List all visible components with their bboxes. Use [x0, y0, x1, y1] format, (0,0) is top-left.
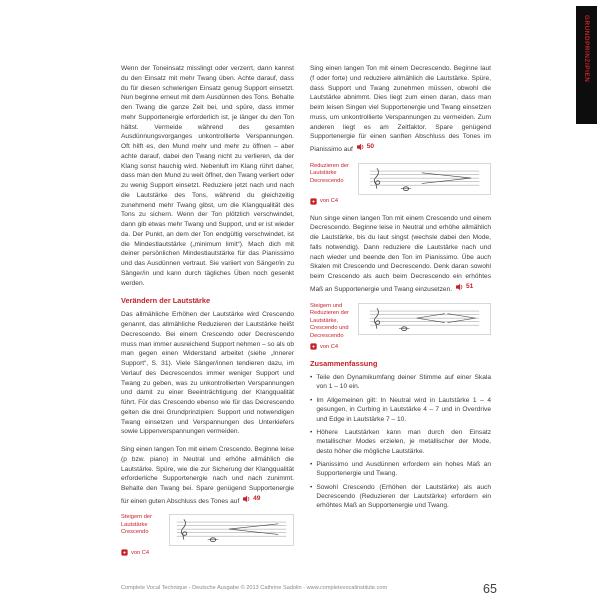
- paragraph-crescendo-exercise: [121, 445, 294, 506]
- summary-bullet: [310, 460, 491, 479]
- footer-credit: Complete Vocal Technique - Deutsche Ausgabe © 2013 Cathrine Sadolin - www.completevocalinstitute.com: [121, 585, 388, 591]
- heading-change-volume: Verändern der Lautstärke: [121, 296, 211, 306]
- audio-track-marker: [243, 494, 260, 504]
- bullet-text: Höhere Lautstärken kann man durch den Einsatz metallischer Modes erzielen, je metallischer der Mode, desto höher die mögliche Lautstärke.: [316, 428, 491, 455]
- summary-bullet: [310, 483, 491, 511]
- audio-caption: [310, 198, 491, 205]
- audio-caption: [310, 343, 491, 350]
- bullet-text: Sowohl Crescendo (Erhöhen der Lautstärke) als auch Decrescendo (Reduzieren der Lautstärke) erfordern ein erhöhtes Maß an Supportenergie und Twang.: [316, 483, 491, 510]
- audio-track-number: 49: [253, 494, 261, 502]
- cd-icon: [121, 549, 128, 556]
- audio-caption: [121, 549, 294, 556]
- cd-icon: [310, 198, 317, 205]
- notation-label: Steigern und Reduzieren der Lautstärke, Crescendo und Decrescendo: [310, 302, 349, 339]
- speaker-icon: [456, 283, 464, 291]
- caption-text: von C4: [131, 549, 150, 556]
- music-staff-crescendo: [169, 514, 294, 546]
- right-column: [310, 64, 491, 515]
- paragraph-text: Sing einen langen Ton mit einem Decrescendo. Beginne laut (f oder forte) und reduziere allmählich die Lautstärke. Spüre, dass Support und Twang zunehmen müssen, obwohl die Lautstärke abnimmt. Dies liegt zum einen daran, dass man beim leisen Singen viel Supportenergie und Twang einsetzen muss, um unkontrollierte Verspannungen zu vermeiden. Zum anderen liegt es am Zeitfaktor. Spare genügend Supportenergie für einen sanften Abschluss des Tones im Pianissimo auf: [310, 65, 491, 153]
- section-tab-label: GRUNDPRINZIPIEN: [583, 15, 590, 83]
- paragraph-decrescendo-exercise: [310, 64, 491, 155]
- caption-text: von C4: [320, 198, 339, 205]
- summary-bullet: [310, 373, 491, 392]
- summary-bullet: [310, 428, 491, 456]
- notation-block-crescendo: [121, 514, 294, 546]
- page-number: 65: [483, 582, 497, 596]
- staff-crescendo-image: [170, 515, 293, 545]
- bullet-dot: •: [310, 460, 313, 468]
- bullet-dot: •: [310, 483, 313, 491]
- paragraph-tone-attack: Wenn der Toneinsatz misslingt oder verzerrt, dann kannst du den Einsatz mit mehr Twang üben. Achte darauf, dass du für diesen schwierigen Einsatz genug Support einsetzt. Nun beginne erneut mit dem Ausdünnen des Tons. Behalte den Twang die ganze Zeit bei, und spüre, dass immer mehr Supportenergie erforderlich ist, je länger du den Ton hältst. Vermeide während des gesamten Ausdünnungsvorganges unkontrollierte Verspannungen. Oft hilft es, den Mund mehr und mehr zu öffnen – aber achte darauf, dabei den Twang nicht zu verlieren, da der Klang sonst hauchig wird. Nebenluft im Klang rührt daher, dass man den Mund zu weit öffnet, den Twang verliert oder zu wenig Support einsetzt. Reduziere jetzt nach und nach die Lautstärke des Tons, während du gleichzeitig zunehmend mehr Twang gibst, um die Klangqualität des Tons zu sichern. Wenn der Ton plötzlich verschwindet, dann gib etwas mehr Twang und Support, und er ist wieder da. Der Punkt, an dem der Ton endgültig verschwindet, ist die Mindestlautstärke („minimum limit“). Mach dich mit deiner persönlichen Mindestlautstärke für das Pianissimo und das Ausdünnen vertraut. Sie variiert von Sänger/in zu Sänger/in und kann durch tägliches Üben noch gesenkt werden.: [121, 65, 294, 287]
- caption-text: von C4: [320, 343, 339, 350]
- paragraph-text: Sing einen langen Ton mit einem Crescendo. Beginne leise (p bzw. piano) in Neutral und erhöhe allmählich die Lautstärke. Spüre, wie die zur Sicherung der Klangqualität erforderliche Supportenergie nach und nach zunimmt. Behalte den Twang bei. Spare genügend Supportenergie für einen guten Abschluss des Tones auf: [121, 446, 294, 505]
- heading-summary: Zusammenfassung: [310, 359, 378, 369]
- section-tab: [576, 6, 597, 124]
- notation-label: Steigern der Lautstärke Crescendo: [121, 514, 152, 536]
- paragraph-combined-exercise: [310, 214, 491, 295]
- paragraph-crescendo-definition: Das allmähliche Erhöhen der Lautstärke wird Crescendo genannt, das allmähliche Reduzieren der Lautstärke heißt Decrescendo. Bei einem Crescendo oder Decrescendo muss man immer ausreichend Support nehmen – so als ob man gegen einen Widerstand arbeitet (siehe „Innerer Support“, S. 31). Viele Sänger/innen tendieren dazu, im Verlauf des Decrescendos immer weniger Support und Twang zu geben, was zu unkontrollierten Verspannungen und damit zu einer Beeinträchtigung der Klangqualität führt. Für das Crescendo ebenso wie für das Decrescendo gelten die drei Grundprinzipien: Support und notwendigen Twang einsetzen und Verspannungen des Unterkiefers sowie Lippenverspannungen vermeiden.: [121, 311, 294, 436]
- notation-block-cresc-decresc: [310, 303, 491, 341]
- cd-icon: [310, 343, 317, 350]
- paragraph-text: Nun singe einen langen Ton mit einem Crescendo und einem Decrescendo. Beginne leise in Neutral und erhöhe allmählich die Lautstärke, bis du laut singst (wechsle dabei den Mode, falls notwendig). Dann reduziere die Lautstärke nach und nach wieder und beende den Ton im Pianissimo. Übe auch Skalen mit Crescendo und Decrescendo. Denk daran sowohl beim Crescendo als auch beim Decrescendo ein erhöhtes Maß an Supportenergie und Twang einzusetzen.: [310, 214, 491, 293]
- bullet-text: Im Allgemeinen gilt: In Neutral wird in Lautstärke 1 – 4 gesungen, in Curbing in Lautstärke 4 – 7 und in Overdrive und Edge in Lautstärke 7 – 10.: [316, 396, 491, 423]
- staff-cresc-decresc-image: [359, 304, 490, 334]
- notation-label: Reduzieren der Lautstärke Decrescendo: [310, 162, 349, 184]
- audio-track-marker: [357, 142, 374, 152]
- bullet-text: Teile den Dynamikumfang deiner Stimme auf einer Skala von 1 – 10 ein.: [316, 374, 491, 391]
- audio-track-number: 50: [366, 143, 375, 150]
- speaker-icon: [357, 143, 365, 151]
- bullet-text: Pianissimo und Ausdünnen erfordern ein hohes Maß an Supportenergie und Twang.: [316, 460, 491, 478]
- audio-track-number: 51: [465, 282, 474, 290]
- bullet-dot: •: [310, 374, 313, 382]
- audio-track-marker: [456, 282, 473, 292]
- staff-decrescendo-image: [359, 164, 490, 194]
- speaker-icon: [243, 495, 251, 503]
- music-staff-cresc-decresc: [358, 303, 491, 335]
- bullet-dot: •: [310, 428, 313, 436]
- left-column: [121, 64, 294, 565]
- notation-block-decrescendo: [310, 163, 491, 195]
- music-staff-decrescendo: [358, 163, 491, 195]
- summary-bullet: [310, 396, 491, 424]
- bullet-dot: •: [310, 396, 313, 404]
